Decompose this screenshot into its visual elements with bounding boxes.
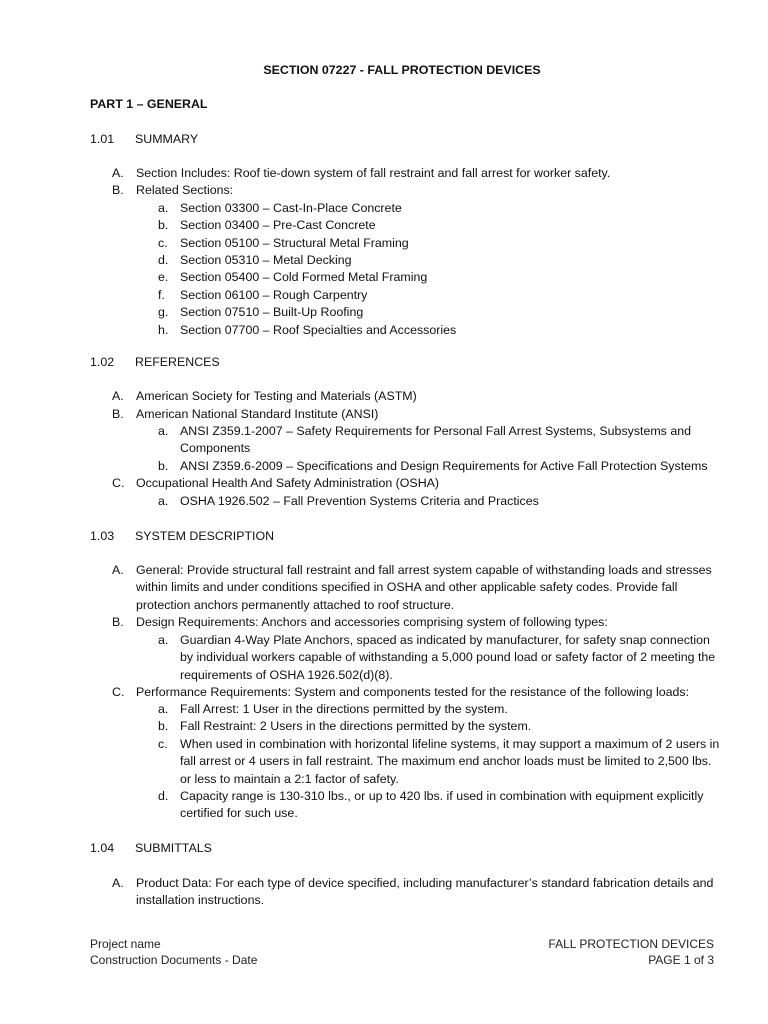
list-text: Section Includes: Roof tie-down system of fall restraint and fall arrest for worker safety. (136, 166, 611, 180)
article-name: SYSTEM DESCRIPTION (135, 529, 275, 543)
related-section-item (158, 235, 723, 252)
summary-item-b (112, 182, 722, 199)
article-number: 1.03 (90, 529, 115, 543)
list-text: Guardian 4-Way Plate Anchors, spaced as indicated by manufacturer, for safety snap connection by individual workers capable of withstanding a 5,000 pound load or safety factor of 2 meeting the requirements of OSHA 1926.502(d)(8). (180, 633, 716, 682)
system-item-a (112, 562, 722, 614)
list-text: ANSI Z359.6-2009 – Specifications and Design Requirements for Active Fall Protection Systems (180, 459, 708, 473)
list-text: When used in combination with horizontal lifeline systems, it may support a maximum of 2 users in fall arrest or 4 users in fall restraint. The maximum end anchor loads must be limited to 2,500 lbs. or less to maintain a 2:1 factor of safety. (180, 737, 720, 786)
list-text: Related Sections: (136, 183, 234, 197)
list-marker: C. (112, 476, 125, 490)
related-section-item (158, 200, 723, 217)
reference-subitem (158, 493, 723, 510)
article-name: REFERENCES (135, 355, 220, 369)
list-marker: b. (158, 459, 169, 473)
list-marker: d. (158, 253, 169, 267)
system-item-c (112, 684, 722, 701)
footer-section-name: FALL PROTECTION DEVICES (548, 937, 714, 951)
list-text: Product Data: For each type of device specified, including manufacturer’s standard fabrication details and installation instructions. (136, 876, 714, 908)
list-text: American Society for Testing and Materials (ASTM) (136, 389, 417, 403)
list-marker: B. (112, 615, 124, 629)
footer-left (90, 936, 257, 968)
part-heading: PART 1 – GENERAL (90, 97, 208, 111)
article-name: SUBMITTALS (135, 841, 212, 855)
reference-item-b (112, 406, 722, 423)
list-text: Fall Arrest: 1 User in the directions permitted by the system. (180, 702, 508, 716)
list-marker: B. (112, 407, 124, 421)
list-marker: a. (158, 702, 169, 716)
related-section-item (158, 269, 723, 286)
article-number: 1.01 (90, 132, 115, 146)
summary-item-a (112, 165, 722, 182)
reference-item-c (112, 475, 722, 492)
list-marker: c. (158, 737, 168, 751)
list-text: Section 05400 – Cold Formed Metal Framing (180, 270, 428, 284)
system-subitem (158, 632, 723, 684)
list-marker: A. (112, 166, 124, 180)
submittals-item-a (112, 875, 722, 910)
list-text: Section 03300 – Cast-In-Place Concrete (180, 201, 402, 215)
reference-subitem (158, 423, 723, 458)
list-text: Design Requirements: Anchors and accessories comprising system of following types: (136, 615, 608, 629)
article-number: 1.02 (90, 355, 115, 369)
list-text: Section 03400 – Pre-Cast Concrete (180, 218, 376, 232)
list-text: Occupational Health And Safety Administration (OSHA) (136, 476, 440, 490)
list-text: Section 05100 – Structural Metal Framing (180, 236, 409, 250)
related-section-item (158, 252, 723, 269)
related-section-item (158, 322, 723, 339)
list-marker: d. (158, 789, 169, 803)
list-marker: A. (112, 876, 124, 890)
list-text: Section 07700 – Roof Specialties and Accessories (180, 323, 457, 337)
list-marker: A. (112, 389, 124, 403)
footer-right (548, 936, 714, 968)
list-text: Capacity range is 130-310 lbs., or up to 420 lbs. if used in combination with equipment explicitly certified for such use. (180, 789, 704, 821)
list-text: Section 06100 – Rough Carpentry (180, 288, 368, 302)
system-subitem (158, 701, 723, 718)
footer-project-name: Project name (90, 937, 161, 951)
list-marker: h. (158, 323, 169, 337)
list-marker: a. (158, 424, 169, 438)
related-section-item (158, 217, 723, 234)
list-marker: C. (112, 685, 125, 699)
system-subitem (158, 788, 723, 823)
footer-document-date: Construction Documents - Date (90, 953, 258, 967)
system-item-b (112, 614, 722, 631)
system-subitem (158, 736, 723, 788)
list-marker: b. (158, 218, 169, 232)
list-marker: e. (158, 270, 169, 284)
reference-item-a (112, 388, 722, 405)
list-text: Performance Requirements: System and components tested for the resistance of the following loads: (136, 685, 690, 699)
article-name: SUMMARY (135, 132, 199, 146)
list-marker: B. (112, 183, 124, 197)
list-text: Section 05310 – Metal Decking (180, 253, 352, 267)
list-marker: A. (112, 563, 124, 577)
list-marker: a. (158, 494, 169, 508)
list-text: American National Standard Institute (ANSI) (136, 407, 379, 421)
list-marker: b. (158, 719, 169, 733)
related-section-item (158, 304, 723, 321)
list-text: Section 07510 – Built-Up Roofing (180, 305, 364, 319)
list-marker: a. (158, 201, 169, 215)
section-title: SECTION 07227 - FALL PROTECTION DEVICES (263, 63, 541, 77)
list-marker: a. (158, 633, 169, 647)
list-text: ANSI Z359.1-2007 – Safety Requirements for Personal Fall Arrest Systems, Subsystems and Components (180, 424, 691, 456)
system-subitem (158, 718, 723, 735)
reference-subitem (158, 458, 723, 475)
list-marker: c. (158, 236, 168, 250)
list-text: General: Provide structural fall restraint and fall arrest system capable of withstanding loads and stresses within limits and under conditions specified in OSHA and other applicable safety codes. Provide fall protection anchors permanently attached to roof structure. (136, 563, 712, 612)
list-marker: f. (158, 288, 165, 302)
list-marker: g. (158, 305, 169, 319)
related-section-item (158, 287, 723, 304)
article-number: 1.04 (90, 841, 115, 855)
footer-page-number: PAGE 1 of 3 (648, 953, 714, 967)
list-text: OSHA 1926.502 – Fall Prevention Systems Criteria and Practices (180, 494, 539, 508)
list-text: Fall Restraint: 2 Users in the directions permitted by the system. (180, 719, 532, 733)
